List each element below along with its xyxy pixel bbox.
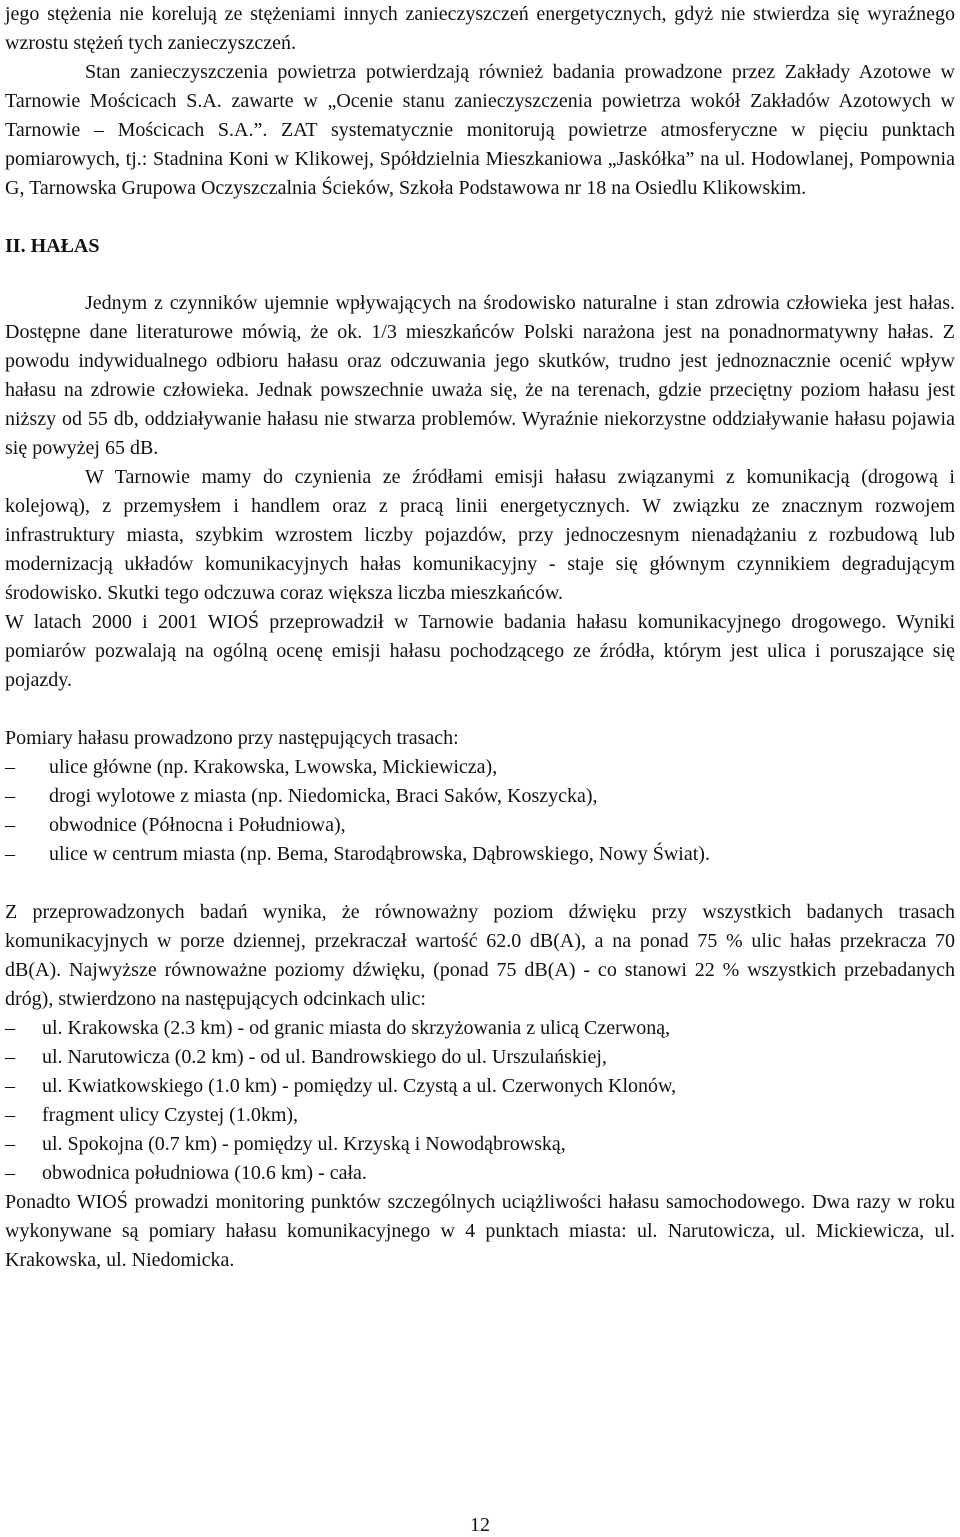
list-item-text: ul. Narutowicza (0.2 km) - od ul. Bandrowskiego do ul. Urszulańskiej, [42, 1046, 607, 1068]
dash-bullet: – [5, 1104, 15, 1126]
list-item [5, 753, 955, 782]
dash-bullet: – [5, 1162, 15, 1184]
list-item-text: ul. Spokojna (0.7 km) - pomiędzy ul. Krzyską i Nowodąbrowską, [42, 1133, 566, 1155]
list-item [5, 1130, 955, 1159]
list-item-text: obwodnica południowa (10.6 km) - cała. [42, 1162, 367, 1184]
routes-list [5, 753, 955, 869]
section-heading-noise: II. HAŁAS [5, 235, 100, 257]
segments-list [5, 1014, 955, 1188]
list-item-text: ul. Kwiatkowskiego (1.0 km) - pomiędzy ul. Czystą a ul. Czerwonych Klonów, [42, 1075, 677, 1097]
list-item-text: ulice w centrum miasta (np. Bema, Starodąbrowska, Dąbrowskiego, Nowy Świat). [49, 843, 710, 865]
list-item [5, 782, 955, 811]
dash-bullet: – [5, 1017, 15, 1039]
paragraph-zat-monitoring: Stan zanieczyszczenia powietrza potwierdzają również badania prowadzone przez Zakłady Azotowe w Tarnowie Mościcach S.A. zawarte w „Ocenie stanu zanieczyszczenia powietrza wokół Zakładów Azotowych w Tarnowie – Mościcach S.A.”. ZAT systematycznie monitorują powietrze atmosferyczne w pięciu punktach pomiarowych, tj.: Stadnina Koni w Klikowej, Spółdzielnia Mieszkaniowa „Jaskółka” na ul. Hodowlanej, Pompownia G, Tarnowska Grupowa Oczyszczalnia Ścieków, Szkoła Podstawowa nr 18 na Osiedlu Klikowskim. [5, 61, 955, 199]
list-item-text: ulice główne (np. Krakowska, Lwowska, Mickiewicza), [49, 756, 498, 778]
list-item [5, 1072, 955, 1101]
list-item-text: obwodnice (Północna i Południowa), [49, 814, 346, 836]
list-item [5, 1043, 955, 1072]
dash-bullet: – [5, 814, 15, 836]
list-item-text: fragment ulicy Czystej (1.0km), [42, 1104, 299, 1126]
paragraph-monitoring: Ponadto WIOŚ prowadzi monitoring punktów szczególnych uciążliwości hałasu samochodowego. Dwa razy w roku wykonywane są pomiary hałasu komunikacyjnego w 4 punktach miasta: ul. Narutowicza, ul. Mickiewicza, ul. Krakowska, ul. Niedomicka. [5, 1191, 955, 1271]
paragraph-results: Z przeprowadzonych badań wynika, że równoważny poziom dźwięku przy wszystkich badanych trasach komunikacyjnych w porze dziennej, przekraczał wartość 62.0 dB(A), a na ponad 75 % ulic hałas przekracza 70 dB(A). Najwyższe równoważne poziomy dźwięku, (ponad 75 dB(A) - co stanowi 22 % wszystkich przebadanych dróg), stwierdzono na następujących odcinkach ulic: [5, 901, 955, 1010]
list-item [5, 1101, 955, 1130]
page-number: 12 [470, 1514, 490, 1536]
dash-bullet: – [5, 1046, 15, 1068]
list-item [5, 811, 955, 840]
dash-bullet: – [5, 1133, 15, 1155]
paragraph-noise-intro: Jednym z czynników ujemnie wpływających na środowisko naturalne i stan zdrowia człowieka jest hałas. Dostępne dane literaturowe mówią, że ok. 1/3 mieszkańców Polski narażona jest na ponadnormatywny hałas. Z powodu indywidualnego odbioru hałasu oraz odczuwania jego skutków, trudno jest jednoznacznie ocenić wpływ hałasu na zdrowie człowieka. Jednak powszechnie uważa się, że na terenach, gdzie przeciętny poziom hałasu jest niższy od 55 db, oddziaływanie hałasu nie stwarza problemów. Wyraźnie niekorzystne oddziaływanie hałasu pojawia się powyżej 65 dB. [5, 292, 955, 459]
paragraph-noise-sources: W Tarnowie mamy do czynienia ze źródłami emisji hałasu związanymi z komunikacją (drogową i kolejową), z przemysłem i handlem oraz z pracą linii energetycznych. W związku ze znacznym rozwojem infrastruktury miasta, szybkim wzrostem liczby pojazdów, przy jednoczesnym nienadążaniu z rozbudową lub modernizacją układów komunikacyjnych hałas komunikacyjny - staje się głównym czynnikiem degradującym środowisko. Skutki tego odczuwa coraz większa liczba mieszkańców. [5, 466, 955, 604]
list-item-text: drogi wylotowe z miasta (np. Niedomicka, Braci Saków, Koszycka), [49, 785, 598, 807]
list-item [5, 1014, 955, 1043]
document-page [5, 0, 955, 1275]
paragraph-wios-study: W latach 2000 i 2001 WIOŚ przeprowadził w Tarnowie badania hałasu komunikacyjnego drogowego. Wyniki pomiarów pozwalają na ogólną ocenę emisji hałasu pochodzącego ze źródła, którym jest ulica i poruszające się pojazdy. [5, 611, 955, 691]
list-item [5, 840, 955, 869]
dash-bullet: – [5, 785, 15, 807]
list-item-text: ul. Krakowska (2.3 km) - od granic miasta do skrzyżowania z ulicą Czerwoną, [42, 1017, 671, 1039]
dash-bullet: – [5, 756, 15, 778]
list-item [5, 1159, 955, 1188]
paragraph-continuation: jego stężenia nie korelują ze stężeniami innych zanieczyszczeń energetycznych, gdyż nie stwierdza się wyraźnego wzrostu stężeń tych zanieczyszczeń. [5, 3, 955, 54]
dash-bullet: – [5, 843, 15, 865]
dash-bullet: – [5, 1075, 15, 1097]
paragraph-routes-intro: Pomiary hałasu prowadzono przy następujących trasach: [5, 727, 459, 749]
